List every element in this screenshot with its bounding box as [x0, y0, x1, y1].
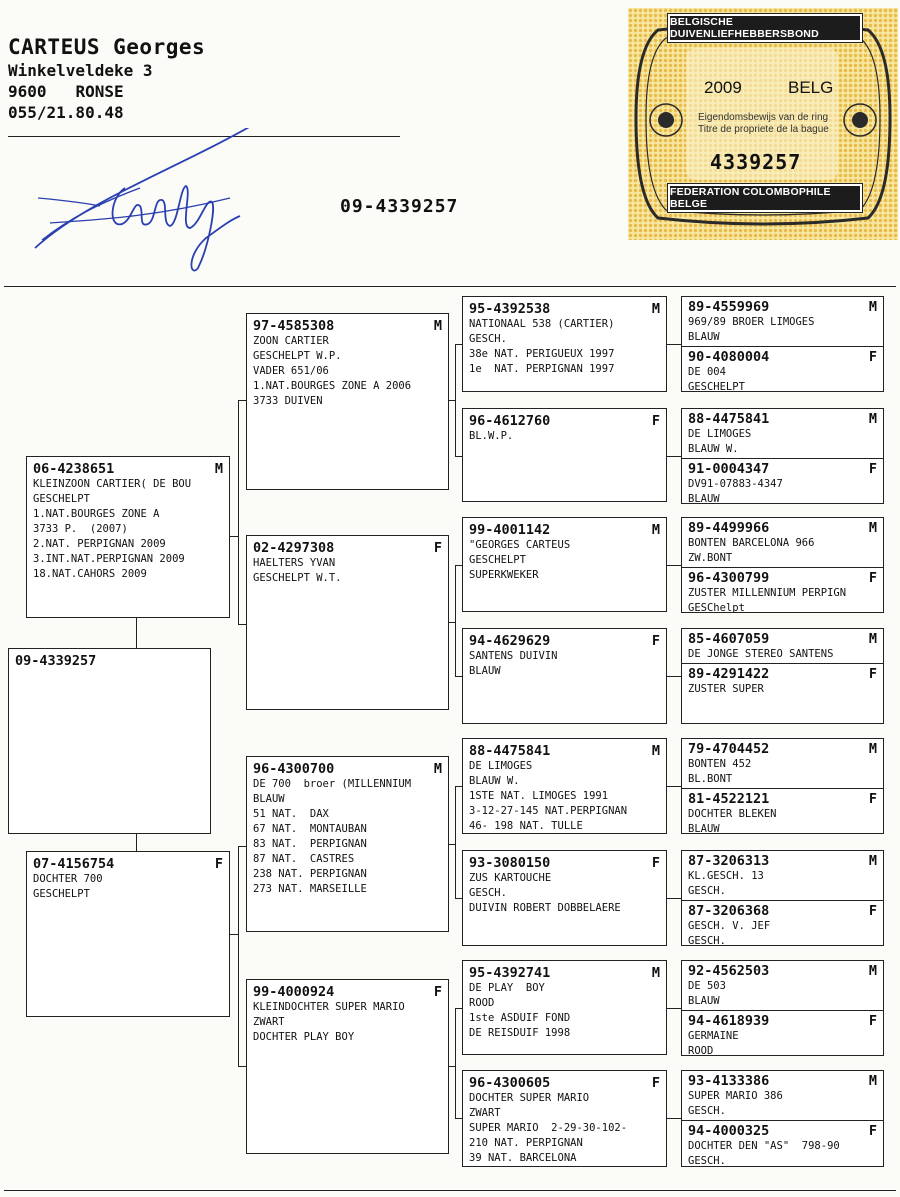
connector [667, 1118, 681, 1119]
sex-label: F [651, 413, 660, 429]
ring-number: 89-4559969 [688, 299, 770, 315]
pigeon-detail: BL.BONT [688, 773, 733, 785]
ring-number: 93-4133386 [688, 1073, 770, 1089]
pigeon-header [33, 461, 223, 477]
ring-number: 79-4704452 [688, 741, 770, 757]
pigeon-detail: GESCHELPT W.P. [253, 350, 342, 362]
sex-label: M [868, 411, 877, 427]
pigeon-header [253, 761, 442, 777]
pigeon-detail: GESCHELPT [688, 381, 745, 392]
pigeon-detail: ZW.BONT [688, 552, 733, 564]
pigeon-detail: GESCHELPT W.T. [253, 572, 342, 584]
sex-label: F [651, 633, 660, 649]
pigeon-detail: GESCH. [688, 1155, 726, 1167]
ring-number: 88-4475841 [688, 411, 770, 427]
sex-label: M [433, 761, 442, 777]
ring-number: 96-4300700 [253, 761, 335, 777]
pigeon-detail: 67 NAT. MONTAUBAN [253, 823, 367, 835]
ring-number: 85-4607059 [688, 631, 770, 647]
pigeon-detail: NATIONAAL 538 (CARTIER) [469, 318, 615, 330]
ring-number: 89-4499966 [688, 520, 770, 536]
connector [230, 934, 238, 935]
pair-divider [682, 900, 883, 901]
pigeon-detail: ZWART [469, 1107, 501, 1119]
certificate-top-banner: BELGISCHE DUIVENLIEFHEBBERSBOND [668, 14, 862, 42]
pigeon-header [33, 856, 223, 872]
ring-number: 95-4392538 [469, 301, 551, 317]
pigeon-detail: GESCH. [469, 887, 507, 899]
pigeon-detail: 46- 198 NAT. TULLE [469, 820, 583, 832]
pigeon-detail: VADER 651/06 [253, 365, 329, 377]
sex-label: F [433, 540, 442, 556]
pigeon-detail: KLEINZOON CARTIER( DE BOU [33, 478, 192, 490]
pigeon-detail: 3-12-27-145 NAT.PERPIGNAN [469, 805, 628, 817]
owner-city-line [8, 81, 205, 102]
pigeon-pair-box [681, 517, 884, 613]
connector [667, 1008, 681, 1009]
pigeon-header [688, 1123, 877, 1139]
pigeon-dsd [462, 850, 667, 946]
pair-divider [682, 788, 883, 789]
pigeon-detail: 1ste ASDUIF FOND [469, 1012, 571, 1024]
owner-name: CARTEUS Georges [8, 35, 206, 59]
pigeon-detail: GESCH. V. JEF [688, 920, 771, 932]
pigeon-detail: KLEINDOCHTER SUPER MARIO [253, 1001, 405, 1013]
connector [136, 834, 137, 851]
sex-label: M [651, 965, 660, 981]
sex-label: M [868, 299, 877, 315]
connector [455, 565, 456, 676]
pigeon-detail: GESCH. [469, 333, 507, 345]
pigeon-header [469, 301, 660, 317]
pigeon-detail: 1e NAT. PERPIGNAN 1997 [469, 363, 615, 375]
pigeon-detail: 1.NAT.BOURGES ZONE A [33, 508, 160, 520]
pigeon-header [688, 963, 877, 979]
pair-divider [682, 346, 883, 347]
pigeon-header [469, 743, 660, 759]
pigeon-detail: BONTEN BARCELONA 966 [688, 537, 815, 549]
pair-divider [682, 1120, 883, 1121]
sex-label: F [868, 1013, 877, 1029]
pigeon-dam [26, 851, 230, 1017]
ring-number: 92-4562503 [688, 963, 770, 979]
ring-number: 06-4238651 [33, 461, 115, 477]
pigeon-header [688, 631, 877, 647]
owner-phone: 055/21.80.48 [8, 103, 124, 122]
pigeon-header [469, 855, 660, 871]
pigeon-detail: GESChelpt [688, 602, 745, 613]
connector [455, 344, 462, 345]
sex-label: M [651, 743, 660, 759]
sex-label: F [868, 1123, 877, 1139]
pigeon-detail: "GEORGES CARTEUS [469, 539, 571, 551]
pigeon-detail: 18.NAT.CAHORS 2009 [33, 568, 147, 580]
pigeon-detail: GESCH. [688, 1105, 726, 1117]
connector [238, 400, 246, 401]
pigeon-detail: GESCH. [688, 885, 726, 897]
ring-number: 09-4339257 [15, 653, 97, 669]
pigeon-detail: ZUS KARTOUCHE [469, 872, 552, 884]
pigeon-detail: DOCHTER SUPER MARIO [469, 1092, 590, 1104]
connector [455, 786, 456, 898]
ring-number: 81-4522121 [688, 791, 770, 807]
pigeon-detail: ROOD [688, 1045, 714, 1056]
pigeon-detail: GESCHELPT [33, 888, 90, 900]
sex-label: F [651, 855, 660, 871]
pigeon-detail: 2.NAT. PERPIGNAN 2009 [33, 538, 166, 550]
sex-label: F [868, 903, 877, 919]
pigeon-detail: BLAUW [253, 793, 285, 805]
pigeon-detail: GERMAINE [688, 1030, 739, 1042]
sex-label: F [651, 1075, 660, 1091]
sex-label: M [433, 318, 442, 334]
pigeon-sire-dam [246, 535, 449, 710]
pigeon-header [15, 653, 204, 669]
connector [238, 1066, 246, 1067]
pigeon-detail: 87 NAT. CASTRES [253, 853, 355, 865]
pigeon-detail: KL.GESCH. 13 [688, 870, 764, 882]
sex-label: F [868, 349, 877, 365]
connector [455, 344, 456, 456]
pigeon-detail: 39 NAT. BARCELONA [469, 1152, 577, 1164]
sex-label: M [868, 631, 877, 647]
footer-divider [4, 1190, 896, 1191]
pigeon-dam-dam [246, 979, 449, 1154]
pigeon-detail: 210 NAT. PERPIGNAN [469, 1137, 583, 1149]
pigeon-detail: GESCH. [688, 935, 726, 946]
connector [136, 618, 137, 648]
ring-number: 07-4156754 [33, 856, 115, 872]
ring-number: 94-4618939 [688, 1013, 770, 1029]
pigeon-detail: BLAUW [688, 331, 720, 343]
pigeon-detail: 3733 P. (2007) [33, 523, 128, 535]
ring-number: 96-4300605 [469, 1075, 551, 1091]
pigeon-header [688, 791, 877, 807]
pigeon-pair-box [681, 408, 884, 504]
pigeon-ddd [462, 1070, 667, 1167]
pigeon-pair-box [681, 960, 884, 1056]
owner-block [8, 34, 205, 123]
pigeon-sire-sire [246, 313, 449, 490]
pigeon-detail: BLAUW W. [688, 443, 739, 455]
sex-label: M [868, 963, 877, 979]
sex-label: F [433, 984, 442, 1000]
pigeon-header [688, 666, 877, 682]
pigeon-header [253, 318, 442, 334]
pigeon-detail: GESCHELPT [33, 493, 90, 505]
pigeon-detail: DE JONGE STEREO SANTENS [688, 648, 834, 660]
connector [667, 898, 681, 899]
connector [667, 344, 681, 345]
sex-label: F [868, 570, 877, 586]
pigeon-sdd [462, 628, 667, 724]
pigeon-detail: SUPERKWEKER [469, 569, 539, 581]
sex-label: F [868, 461, 877, 477]
signature-image [30, 128, 270, 278]
pigeon-detail: SUPER MARIO 2-29-30-102- [469, 1122, 628, 1134]
pigeon-pair-box [681, 1070, 884, 1167]
pigeon-header [253, 984, 442, 1000]
pigeon-detail: GESCHELPT [469, 554, 526, 566]
sex-label: M [868, 1073, 877, 1089]
pigeon-detail: DE 004 [688, 366, 726, 378]
pigeon-detail: DUIVIN ROBERT DOBBELAERE [469, 902, 621, 914]
pigeon-subject [8, 648, 211, 834]
pigeon-detail: SUPER MARIO 386 [688, 1090, 783, 1102]
connector [238, 846, 246, 847]
pigeon-pair-box [681, 850, 884, 946]
pigeon-header [253, 540, 442, 556]
pigeon-header [688, 411, 877, 427]
pigeon-detail: BLAUW [469, 665, 501, 677]
pigeon-detail: 1STE NAT. LIMOGES 1991 [469, 790, 609, 802]
owner-street: Winkelveldeke 3 [8, 61, 153, 80]
sex-label: F [868, 666, 877, 682]
ring-number: 96-4612760 [469, 413, 551, 429]
connector [667, 565, 681, 566]
pair-divider [682, 458, 883, 459]
ring-number: 99-4000924 [253, 984, 335, 1000]
pigeon-detail: BLAUW W. [469, 775, 520, 787]
owner-city: RONSE [75, 82, 124, 101]
connector [455, 786, 462, 787]
pigeon-ssd [462, 408, 667, 502]
connector [238, 846, 239, 1066]
sex-label: M [868, 741, 877, 757]
pigeon-header [688, 570, 877, 586]
connector [238, 624, 246, 625]
header-divider [4, 286, 896, 287]
sex-label: M [868, 853, 877, 869]
pigeon-detail: DV91-07883-4347 [688, 478, 783, 490]
pigeon-detail: DE 503 [688, 980, 726, 992]
pigeon-header [469, 1075, 660, 1091]
ring-number: 95-4392741 [469, 965, 551, 981]
certificate-bottom-banner: FEDERATION COLOMBOPHILE BELGE [668, 184, 862, 212]
connector [667, 786, 681, 787]
pigeon-detail: 1.NAT.BOURGES ZONE A 2006 [253, 380, 412, 392]
owner-postcode: 9600 [8, 82, 47, 101]
pigeon-dss [462, 738, 667, 834]
connector [455, 898, 462, 899]
connector [667, 676, 681, 677]
sex-label: M [214, 461, 223, 477]
pigeon-pair-box [681, 738, 884, 834]
pigeon-header [688, 520, 877, 536]
pigeon-header [469, 413, 660, 429]
pigeon-pair-box [681, 628, 884, 724]
pigeon-detail: 3733 DUIVEN [253, 395, 323, 407]
pigeon-detail: BLAUW [688, 823, 720, 834]
sex-label: F [868, 791, 877, 807]
pigeon-detail: 238 NAT. PERPIGNAN [253, 868, 367, 880]
connector [455, 1118, 462, 1119]
pigeon-detail: ZWART [253, 1016, 285, 1028]
pair-divider [682, 663, 883, 664]
ring-number: 96-4300799 [688, 570, 770, 586]
sex-label: M [651, 522, 660, 538]
connector [230, 536, 238, 537]
ring-number: 94-4000325 [688, 1123, 770, 1139]
pigeon-header [688, 349, 877, 365]
connector [455, 456, 462, 457]
ring-number: 93-3080150 [469, 855, 551, 871]
pigeon-header [688, 903, 877, 919]
pigeon-detail: DE LIMOGES [469, 760, 533, 772]
pigeon-sire [26, 456, 230, 618]
pair-divider [682, 1010, 883, 1011]
certificate-year: 2009 [704, 78, 742, 97]
pigeon-header [688, 1073, 877, 1089]
pigeon-detail: 273 NAT. MARSEILLE [253, 883, 367, 895]
ring-number: 87-3206368 [688, 903, 770, 919]
ring-number: 97-4585308 [253, 318, 335, 334]
ring-number: 87-3206313 [688, 853, 770, 869]
pigeon-dam-sire [246, 756, 449, 932]
sex-label: F [214, 856, 223, 872]
ring-number: 89-4291422 [688, 666, 770, 682]
pigeon-detail: ZOON CARTIER [253, 335, 329, 347]
pair-divider [682, 567, 883, 568]
pigeon-detail: HAELTERS YVAN [253, 557, 336, 569]
connector [238, 400, 239, 624]
pigeon-detail: DE REISDUIF 1998 [469, 1027, 571, 1039]
ring-number: 90-4080004 [688, 349, 770, 365]
sex-label: M [651, 301, 660, 317]
pigeon-detail: DOCHTER BLEKEN [688, 808, 777, 820]
ring-number: 02-4297308 [253, 540, 335, 556]
pigeon-detail: 3.INT.NAT.PERPIGNAN 2009 [33, 553, 185, 565]
connector [455, 1008, 462, 1009]
pigeon-detail: 38e NAT. PERIGUEUX 1997 [469, 348, 615, 360]
pigeon-header [469, 522, 660, 538]
connector [455, 565, 462, 566]
pigeon-detail: ROOD [469, 997, 495, 1009]
pigeon-header [469, 633, 660, 649]
ring-title: 09-4339257 [340, 196, 459, 217]
pigeon-header [469, 965, 660, 981]
pigeon-detail: BONTEN 452 [688, 758, 752, 770]
certificate-ring-number: 4339257 [710, 150, 802, 174]
ring-number: 88-4475841 [469, 743, 551, 759]
pigeon-header [688, 853, 877, 869]
pigeon-detail: DE PLAY BOY [469, 982, 545, 994]
pigeon-detail: ZUSTER MILLENNIUM PERPIGN [688, 587, 847, 599]
pigeon-detail: ZUSTER SUPER [688, 683, 764, 695]
pigeon-header [688, 1013, 877, 1029]
pigeon-dds [462, 960, 667, 1055]
pigeon-pair-box [681, 296, 884, 392]
pigeon-detail: SANTENS DUIVIN [469, 650, 558, 662]
pigeon-detail: DOCHTER PLAY BOY [253, 1031, 355, 1043]
pigeon-detail: 83 NAT. PERPIGNAN [253, 838, 367, 850]
connector [455, 676, 462, 677]
ring-number: 91-0004347 [688, 461, 770, 477]
certificate-text-nl: Eigendomsbewijs van de ring [698, 112, 829, 123]
certificate-country: BELG [788, 78, 834, 97]
pigeon-detail: DOCHTER DEN "AS" 798-90 [688, 1140, 840, 1152]
sex-label: M [868, 520, 877, 536]
connector [667, 456, 681, 457]
certificate-text-fr: Titre de propriete de la bague [698, 124, 829, 135]
pigeon-sss [462, 296, 667, 392]
pigeon-detail: 969/89 BROER LIMOGES [688, 316, 815, 328]
ring-number: 99-4001142 [469, 522, 551, 538]
pigeon-header [688, 461, 877, 477]
pigeon-detail: BL.W.P. [469, 430, 514, 442]
ring-certificate [628, 8, 898, 240]
pigeon-detail: BLAUW [688, 995, 720, 1007]
pigeon-detail: DE LIMOGES [688, 428, 752, 440]
ring-number: 94-4629629 [469, 633, 551, 649]
pigeon-sds [462, 517, 667, 612]
pigeon-detail: DE 700 broer (MILLENNIUM [253, 778, 412, 790]
pigeon-header [688, 299, 877, 315]
pigeon-header [688, 741, 877, 757]
connector [455, 1008, 456, 1118]
pigeon-detail: 51 NAT. DAX [253, 808, 329, 820]
pigeon-detail: DOCHTER 700 [33, 873, 103, 885]
pigeon-detail: BLAUW [688, 493, 720, 504]
